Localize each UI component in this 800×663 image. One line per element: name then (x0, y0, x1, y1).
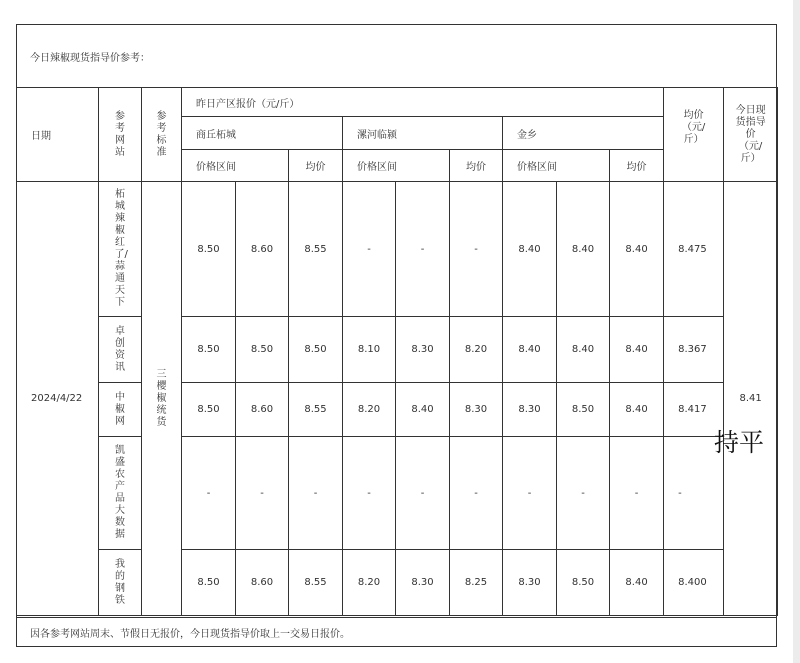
price-cell: 8.50 (289, 317, 343, 383)
price-cell: 8.40 (610, 383, 664, 437)
price-cell: - (236, 437, 289, 550)
range-header: 价格区间 (503, 150, 610, 182)
price-cell: 8.40 (557, 317, 610, 383)
price-cell: 8.50 (182, 182, 236, 317)
table-row (17, 182, 778, 317)
price-cell: 8.55 (289, 383, 343, 437)
price-cell: - (343, 437, 396, 550)
price-cell: 8.60 (236, 550, 289, 616)
table-row (17, 317, 778, 383)
header-average: 均价（元/斤） (664, 88, 724, 182)
avg-header: 均价 (289, 150, 343, 182)
price-cell: 8.10 (343, 317, 396, 383)
price-cell: 8.30 (503, 383, 557, 437)
site-cell: 凯盛农产品大数据 (99, 437, 142, 550)
price-cell: - (396, 182, 450, 317)
range-header: 价格区间 (343, 150, 450, 182)
price-cell: - (396, 437, 450, 550)
header-yesterday-quotes: 昨日产区报价（元/斤） (182, 88, 664, 117)
site-cell: 卓创资讯 (99, 317, 142, 383)
site-cell: 柘城辣椒红了/蒜通天下 (99, 182, 142, 317)
site-cell: 中椒网 (99, 383, 142, 437)
table-row (17, 550, 778, 616)
price-cell: 8.60 (236, 383, 289, 437)
price-cell: 8.30 (396, 317, 450, 383)
avg-cell: 8.475 (664, 182, 724, 317)
avg-cell: 8.417 (664, 383, 724, 437)
region-jinxiang: 金乡 (503, 117, 664, 150)
avg-cell: 8.400 (664, 550, 724, 616)
avg-header: 均价 (610, 150, 664, 182)
region-luohe: 漯河临颍 (343, 117, 503, 150)
today-price-cell: 8.41 (724, 182, 778, 616)
price-cell: - (343, 182, 396, 317)
site-cell: 我的钢铁 (99, 550, 142, 616)
avg-header: 均价 (450, 150, 503, 182)
header-standard: 参考标准 (142, 88, 182, 182)
date-cell: 2024/4/22 (17, 182, 99, 616)
price-cell: 8.60 (236, 182, 289, 317)
price-cell: - (182, 437, 236, 550)
price-cell: 8.50 (557, 550, 610, 616)
price-cell: 8.40 (610, 182, 664, 317)
price-cell: - (557, 437, 610, 550)
footnote: 因各参考网站周末、节假日无报价，今日现货指导价取上一交易日报价。 (16, 617, 777, 647)
price-cell: 8.30 (396, 550, 450, 616)
trend-label: 持平 (713, 428, 764, 457)
price-cell: 8.40 (503, 317, 557, 383)
table-row (17, 383, 778, 437)
price-cell: - (450, 437, 503, 550)
region-shangqiu: 商丘柘城 (182, 117, 343, 150)
price-cell: 8.40 (503, 182, 557, 317)
price-cell: 8.50 (557, 383, 610, 437)
header-today-price: 今日现货指导价（元/斤） (724, 88, 778, 182)
header-site: 参考网站 (99, 88, 142, 182)
price-cell: 8.25 (450, 550, 503, 616)
price-cell: 8.50 (182, 383, 236, 437)
price-cell: 8.40 (610, 317, 664, 383)
price-cell: - (503, 437, 557, 550)
standard-cell: 三樱椒统货 (142, 182, 182, 616)
table-row (17, 437, 778, 550)
avg-cell: - (664, 437, 724, 550)
price-cell: 8.40 (396, 383, 450, 437)
intro-text: 今日辣椒现货指导价参考： (30, 52, 150, 64)
price-cell: 8.40 (557, 182, 610, 317)
price-cell: 8.20 (450, 317, 503, 383)
header-date: 日期 (17, 88, 99, 182)
price-cell: 8.55 (289, 550, 343, 616)
price-cell: - (610, 437, 664, 550)
price-cell: 8.50 (236, 317, 289, 383)
price-cell: 8.55 (289, 182, 343, 317)
price-cell: 8.50 (182, 317, 236, 383)
range-header: 价格区间 (182, 150, 289, 182)
price-table (16, 87, 778, 616)
price-cell: 8.30 (503, 550, 557, 616)
price-cell: 8.50 (182, 550, 236, 616)
price-cell: - (289, 437, 343, 550)
price-cell: - (450, 182, 503, 317)
price-cell: 8.40 (610, 550, 664, 616)
price-cell: 8.20 (343, 550, 396, 616)
price-cell: 8.30 (450, 383, 503, 437)
avg-cell: 8.367 (664, 317, 724, 383)
price-cell: 8.20 (343, 383, 396, 437)
